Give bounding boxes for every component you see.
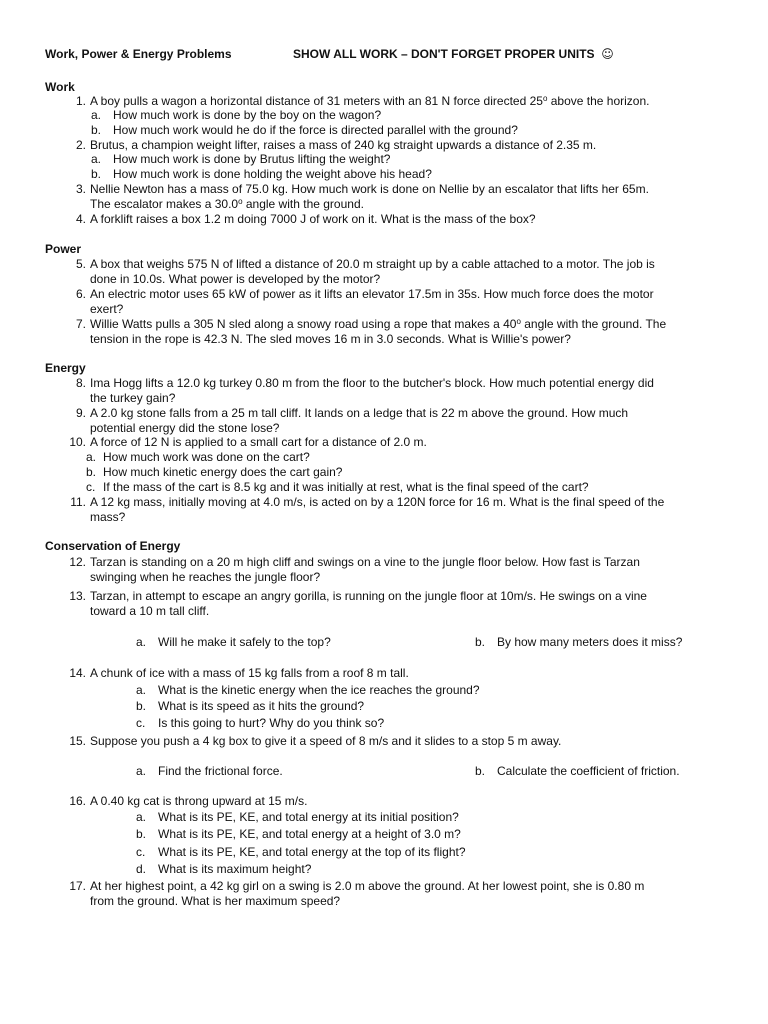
question-number: 1. (75, 94, 86, 108)
smiley-icon: ☺ (601, 47, 614, 61)
question-12 (66, 555, 706, 585)
question-14-a (136, 683, 756, 698)
question-text (90, 555, 706, 585)
sub-letter: c. (136, 845, 146, 859)
question-line: Tarzan is standing on a 20 m high cliff and swings on a vine to the jungle floor below. How fast is Tarzan (90, 555, 640, 569)
question-line: Tarzan, in attempt to escape an angry gorilla, is running on the jungle floor at 10m/s. He swings on a vine (90, 589, 647, 603)
question-6 (66, 287, 706, 317)
question-text-part: angle with the ground. The (520, 317, 667, 331)
sub-letter: a. (136, 810, 147, 824)
sub-text: What is the kinetic energy when the ice reaches the ground? (158, 683, 480, 697)
question-line: At her highest point, a 42 kg girl on a swing is 2.0 m above the ground. At her lowest point, she is 0.80 m (90, 879, 645, 893)
question-text-part: Willie Watts pulls a 305 N sled along a snowy road using a rope that makes a 40 (90, 317, 517, 331)
question-text: A 0.40 kg cat is throng upward at 15 m/s. (90, 794, 308, 808)
question-text: A chunk of ice with a mass of 15 kg falls from a roof 8 m tall. (90, 666, 409, 680)
sub-text: How much work is done by the boy on the wagon? (113, 108, 382, 122)
question-14-b (136, 699, 756, 714)
question-3 (66, 182, 706, 212)
question-text-part: angle with the ground. (242, 197, 364, 211)
question-11 (66, 495, 706, 525)
section-work: Work (45, 80, 75, 94)
sub-letter: d. (136, 862, 147, 876)
sub-letter: b. (136, 699, 147, 713)
sub-letter: b. (86, 465, 97, 479)
sub-letter: b. (91, 123, 102, 137)
question-text (90, 879, 706, 909)
sub-letter: a. (91, 108, 102, 122)
sub-text: Is this going to hurt? Why do you think so? (158, 716, 385, 730)
question-line: swinging when he reaches the jungle floor? (90, 570, 321, 584)
sub-letter: b. (91, 167, 102, 181)
question-10-b (86, 465, 706, 480)
question-text-part: above the horizon. (547, 94, 650, 108)
question-16 (66, 794, 706, 809)
question-2-a (91, 152, 711, 167)
question-text (90, 257, 706, 287)
question-line (90, 317, 706, 332)
question-1-b (91, 123, 711, 138)
question-1-a (91, 108, 711, 123)
question-2-b (91, 167, 711, 182)
question-15-b (475, 764, 735, 779)
question-4 (66, 212, 706, 227)
question-text (90, 589, 706, 619)
sub-text: What is its speed as it hits the ground? (158, 699, 365, 713)
question-number: 13. (69, 589, 86, 603)
degree-mark: o (542, 94, 548, 103)
sub-text: By how many meters does it miss? (497, 635, 683, 649)
question-number: 3. (75, 182, 86, 196)
question-number: 10. (69, 435, 86, 449)
question-line: Ima Hogg lifts a 12.0 kg turkey 0.80 m from the floor to the butcher's block. How much potential energy did (90, 376, 654, 390)
degree-mark: o (238, 197, 243, 206)
question-line: done in 10.0s. What power is developed by the motor? (90, 272, 381, 286)
question-number: 7. (75, 317, 86, 331)
question-number: 17. (69, 879, 86, 893)
question-line: the turkey gain? (90, 391, 176, 405)
question-line: An electric motor uses 65 kW of power as it lifts an elevator 17.5m in 35s. How much force does the motor (90, 287, 654, 301)
question-line: potential energy did the stone lose? (90, 421, 280, 435)
question-13 (66, 589, 706, 619)
question-text: A forklift raises a box 1.2 m doing 7000 J of work on it. What is the mass of the box? (90, 212, 536, 226)
question-2 (66, 138, 706, 153)
question-text-part: A boy pulls a wagon a horizontal distance of 31 meters with an 81 N force directed 25 (90, 94, 543, 108)
question-17 (66, 879, 706, 909)
sub-text: How much work would he do if the force is directed parallel with the ground? (113, 123, 518, 137)
sub-text: What is its PE, KE, and total energy at the top of its flight? (158, 845, 466, 859)
question-line: exert? (90, 302, 124, 316)
question-13-a (136, 635, 436, 650)
question-line: from the ground. What is her maximum speed? (90, 894, 341, 908)
sub-text: What is its PE, KE, and total energy at a height of 3.0 m? (158, 827, 461, 841)
sub-letter: a. (136, 635, 147, 649)
question-number: 6. (75, 287, 86, 301)
sub-letter: a. (86, 450, 97, 464)
sub-letter: b. (475, 635, 486, 649)
question-15-a (136, 764, 436, 779)
question-16-d (136, 862, 756, 877)
question-number: 12. (69, 555, 86, 569)
sub-text: How much work was done on the cart? (103, 450, 310, 464)
question-text-part: The escalator makes a 30.0 (90, 197, 239, 211)
sub-text: Find the frictional force. (158, 764, 283, 778)
question-number: 15. (69, 734, 86, 748)
question-14 (66, 666, 706, 681)
sub-text: Will he make it safely to the top? (158, 635, 331, 649)
question-16-a (136, 810, 756, 825)
sub-letter: a. (136, 764, 147, 778)
question-9 (66, 406, 706, 436)
question-number: 8. (75, 376, 86, 390)
question-8 (66, 376, 706, 406)
question-number: 4. (75, 212, 86, 226)
question-line: A box that weighs 575 N of lifted a distance of 20.0 m straight up by a cable attached to a motor. The job is (90, 257, 655, 271)
question-text (90, 94, 706, 109)
sub-letter: c. (136, 716, 146, 730)
sub-letter: a. (136, 683, 147, 697)
question-text (90, 287, 706, 317)
worksheet-title: Work, Power & Energy Problems (45, 47, 232, 61)
question-7 (66, 317, 706, 347)
question-line: tension in the rope is 42.3 N. The sled moves 16 m in 3.0 seconds. What is Willie's power? (90, 332, 571, 346)
question-14-c (136, 716, 756, 731)
question-number: 2. (75, 138, 86, 152)
question-16-b (136, 827, 756, 842)
sub-text: What is its PE, KE, and total energy at its initial position? (158, 810, 459, 824)
section-conservation: Conservation of Energy (45, 539, 181, 553)
question-line: A 2.0 kg stone falls from a 25 m tall cliff. It lands on a ledge that is 22 m above the ground. How much (90, 406, 629, 420)
sub-letter: b. (136, 827, 147, 841)
question-number: 14. (69, 666, 86, 680)
question-number: 5. (75, 257, 86, 271)
sub-letter: a. (91, 152, 102, 166)
question-number: 9. (75, 406, 86, 420)
question-text (90, 376, 706, 406)
question-15 (66, 734, 706, 749)
question-text (90, 182, 706, 212)
sub-letter: b. (475, 764, 486, 778)
question-10-c (86, 480, 706, 495)
sub-text: How much work is done by Brutus lifting the weight? (113, 152, 391, 166)
question-line: mass? (90, 510, 126, 524)
section-energy: Energy (45, 361, 86, 375)
question-text (90, 406, 706, 436)
question-line: A 12 kg mass, initially moving at 4.0 m/s, is acted on by a 120N force for 16 m. What is the final speed of the (90, 495, 665, 509)
question-text: A force of 12 N is applied to a small cart for a distance of 2.0 m. (90, 435, 427, 449)
section-power: Power (45, 242, 82, 256)
question-10 (66, 435, 706, 450)
question-number: 11. (70, 495, 86, 509)
question-13-b (475, 635, 735, 650)
sub-text: If the mass of the cart is 8.5 kg and it was initially at rest, what is the final speed of the cart? (103, 480, 589, 494)
question-text: Brutus, a champion weight lifter, raises a mass of 240 kg straight upwards a distance of 2.35 m. (90, 138, 597, 152)
sub-text: How much work is done holding the weight above his head? (113, 167, 432, 181)
sub-text: Calculate the coefficient of friction. (497, 764, 680, 778)
question-number: 16. (69, 794, 86, 808)
question-text (90, 495, 706, 525)
question-5 (66, 257, 706, 287)
sub-text: How much kinetic energy does the cart gain? (103, 465, 343, 479)
sub-letter: c. (86, 480, 96, 494)
question-text (90, 317, 706, 347)
sub-text: What is its maximum height? (158, 862, 312, 876)
question-16-c (136, 845, 756, 860)
instruction-text: SHOW ALL WORK – DON'T FORGET PROPER UNITS (293, 47, 595, 61)
degree-mark: o (516, 317, 521, 326)
question-10-a (86, 450, 706, 465)
question-1 (66, 94, 706, 109)
worksheet-instruction (293, 47, 614, 62)
question-line: toward a 10 m tall cliff. (90, 604, 210, 618)
question-line: Nellie Newton has a mass of 75.0 kg. How much work is done on Nellie by an escalator that lifts her 65m. (90, 182, 649, 196)
question-text: Suppose you push a 4 kg box to give it a speed of 8 m/s and it slides to a stop 5 m away. (90, 734, 562, 748)
question-line (90, 197, 706, 212)
